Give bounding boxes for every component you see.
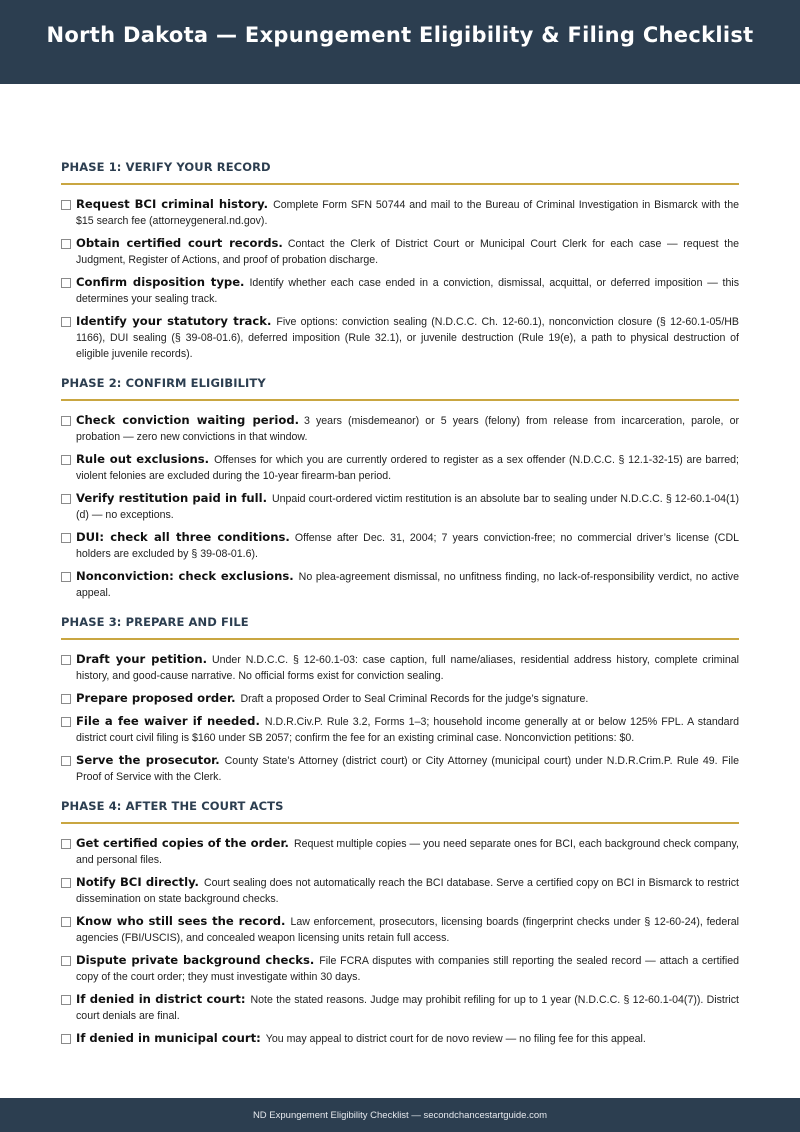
checklist-item [61,713,739,746]
checklist-item-title: Dispute private background checks. [76,953,315,967]
checklist-item-text [76,651,739,684]
checklist-item [61,952,739,985]
checklist-item-text [76,412,739,445]
checklist-item-text [76,713,739,746]
checkbox-icon[interactable] [61,839,71,849]
checklist-item [61,412,739,445]
checklist-item-description: Complete Form SFN 50744 and mail to the Bureau of Criminal Investigation in Bismarck with the $15 search fee (attorneygeneral.nd.gov). [76,199,740,227]
checklist-item-text [76,690,588,707]
checklist-item-description: Unpaid court-ordered victim restitution is an absolute bar to sealing under N.D.C.C. § 12-60.1-04(1)(d) — no exceptions. [76,493,739,521]
phase-section [61,799,739,1047]
page-footer [0,1098,800,1132]
phase-title: PHASE 3: PREPARE AND FILE [61,615,739,640]
checklist-item-title: Draft your petition. [76,652,207,666]
checkbox-icon[interactable] [61,878,71,888]
checklist-item-description: Draft a proposed Order to Seal Criminal Records for the judge’s signature. [240,693,589,705]
checklist-item-text [76,196,739,229]
checklist-item-text [76,952,739,985]
checklist-item-text [76,451,739,484]
checklist-item-description: Identify whether each case ended in a conviction, dismissal, acquittal, or deferred imposition — this determines your sealing track. [76,277,739,305]
checklist-item-title: If denied in district court: [76,992,246,1006]
checkbox-icon[interactable] [61,717,71,727]
checklist-item-text [76,913,739,946]
checkbox-icon[interactable] [61,455,71,465]
checklist-item [61,651,739,684]
checklist-item-title: Rule out exclusions. [76,452,210,466]
page-header [0,0,800,84]
checklist-item [61,991,739,1024]
checklist-item [61,313,739,362]
checklist-item-text [76,568,739,601]
checklist-item [61,690,739,707]
checklist-item-description: N.D.R.Civ.P. Rule 3.2, Forms 1–3; household income generally at or below 125% FPL. A standard district court civil filing is $160 under SB 2057; confirm the fee for an existing criminal case. Nonconviction petitions: $0. [76,716,739,744]
checkbox-icon[interactable] [61,239,71,249]
checkbox-icon[interactable] [61,694,71,704]
checklist-item-title: Know who still sees the record. [76,914,286,928]
checklist-item-title: Check conviction waiting period. [76,413,300,427]
checklist-item-text [76,835,739,868]
checkbox-icon[interactable] [61,1034,71,1044]
checklist-item-description: File FCRA disputes with companies still reporting the sealed record — attach a certified copy of the court order; they must investigate within 30 days. [76,955,739,983]
checklist-item-text [76,752,739,785]
checklist-item-text [76,313,739,362]
checkbox-icon[interactable] [61,917,71,927]
checklist-item-title: File a fee waiver if needed. [76,714,260,728]
checklist-item-description: No plea-agreement dismissal, no unfitness finding, no lack-of-responsibility verdict, no active appeal. [76,571,739,599]
checklist-item [61,529,739,562]
checklist-item-text [76,874,739,907]
checklist-item-text [76,235,739,268]
checklist-item [61,568,739,601]
checklist-item-description: Law enforcement, prosecutors, licensing boards (fingerprint checks under § 12-60-24), federal agencies (FBI/USCIS), and concealed weapon licensing units retain full access. [76,916,739,944]
checklist-item-title: If denied in municipal court: [76,1031,261,1045]
checkbox-icon[interactable] [61,533,71,543]
checklist-item-text [76,991,739,1024]
checklist-item-title: Nonconviction: check exclusions. [76,569,294,583]
checklist-item-description: Five options: conviction sealing (N.D.C.C. Ch. 12-60.1), nonconviction closure (§ 12-60.1-05/HB 1166), DUI sealing (§ 39-08-01.6), deferred imposition (Rule 32.1), or juvenile destruction (Rule 19(e), a path to physical destruction of eligible juvenile records). [76,316,739,360]
checklist-item [61,874,739,907]
checklist-item-description: You may appeal to district court for de novo review — no filing fee for this appeal. [265,1033,646,1045]
phase-title: PHASE 2: CONFIRM ELIGIBILITY [61,376,739,401]
checkbox-icon[interactable] [61,416,71,426]
checklist-item-title: Obtain certified court records. [76,236,283,250]
checklist-item-description: Under N.D.C.C. § 12-60.1-03: case caption, full name/aliases, residential address history, complete criminal history, and good-cause narrative. No official forms exist for conviction sealing. [76,654,739,682]
checklist-item [61,1030,739,1047]
phase-title: PHASE 1: VERIFY YOUR RECORD [61,160,739,185]
checklist-item-text [76,274,739,307]
phase-section [61,615,739,785]
checklist-item [61,235,739,268]
checklist-item-description: Court sealing does not automatically reach the BCI database. Serve a certified copy on BCI in Bismarck to restrict dissemination on state background checks. [76,877,739,905]
checklist-item [61,490,739,523]
phase-title: PHASE 4: AFTER THE COURT ACTS [61,799,739,824]
checkbox-icon[interactable] [61,200,71,210]
checklist-item-title: Serve the prosecutor. [76,753,220,767]
checklist-item-title: Identify your statutory track. [76,314,272,328]
checklist-item-title: Get certified copies of the order. [76,836,289,850]
checkbox-icon[interactable] [61,956,71,966]
checkbox-icon[interactable] [61,317,71,327]
checklist-item [61,196,739,229]
checklist-item-title: Verify restitution paid in full. [76,491,267,505]
checklist-item [61,752,739,785]
checklist-item [61,451,739,484]
checkbox-icon[interactable] [61,995,71,1005]
checklist-item-text [76,1030,646,1047]
checklist-item [61,274,739,307]
footer-text: ND Expungement Eligibility Checklist — secondchancestartguide.com [252,1109,548,1121]
checklist-item-description: Request multiple copies — you need separate ones for BCI, each background check company, and personal files. [76,838,739,866]
checklist-item-title: Request BCI criminal history. [76,197,269,211]
checklist-item-title: Notify BCI directly. [76,875,199,889]
checklist-item-description: 3 years (misdemeanor) or 5 years (felony) from release from incarceration, parole, or probation — zero new convictions in that window. [76,415,739,443]
checklist-item-text [76,490,739,523]
checklist-item-description: Offenses for which you are currently ordered to register as a sex offender (N.D.C.C. § 12.1-32-15) are barred; violent felonies are excluded during the 10-year firearm-ban period. [76,454,739,482]
checkbox-icon[interactable] [61,278,71,288]
checklist-item [61,913,739,946]
checklist-item-description: Contact the Clerk of District Court or Municipal Court Clerk for each case — request the Judgment, Register of Actions, and proof of probation discharge. [76,238,739,266]
checklist-item-title: DUI: check all three conditions. [76,530,290,544]
checklist-item-description: Note the stated reasons. Judge may prohibit refiling for up to 1 year (N.D.C.C. § 12-60.1-04(7)). District court denials are final. [76,994,739,1022]
phase-section [61,376,739,601]
checklist-item-text [76,529,739,562]
page-title: North Dakota — Expungement Eligibility & Filing Checklist [46,23,754,47]
checkbox-icon[interactable] [61,572,71,582]
checklist-item-description: Offense after Dec. 31, 2004; 7 years conviction-free; no commercial driver’s license (CDL holders are excluded by § 39-08-01.6). [76,532,739,560]
checklist-item-title: Prepare proposed order. [76,691,236,705]
checklist-content [61,160,739,1061]
checklist-item [61,835,739,868]
checklist-item-description: County State’s Attorney (district court) or City Attorney (municipal court) under N.D.R.Crim.P. Rule 49. File Proof of Service with the Clerk. [76,755,739,783]
checkbox-icon[interactable] [61,756,71,766]
checkbox-icon[interactable] [61,655,71,665]
checklist-item-title: Confirm disposition type. [76,275,245,289]
checkbox-icon[interactable] [61,494,71,504]
phase-section [61,160,739,362]
